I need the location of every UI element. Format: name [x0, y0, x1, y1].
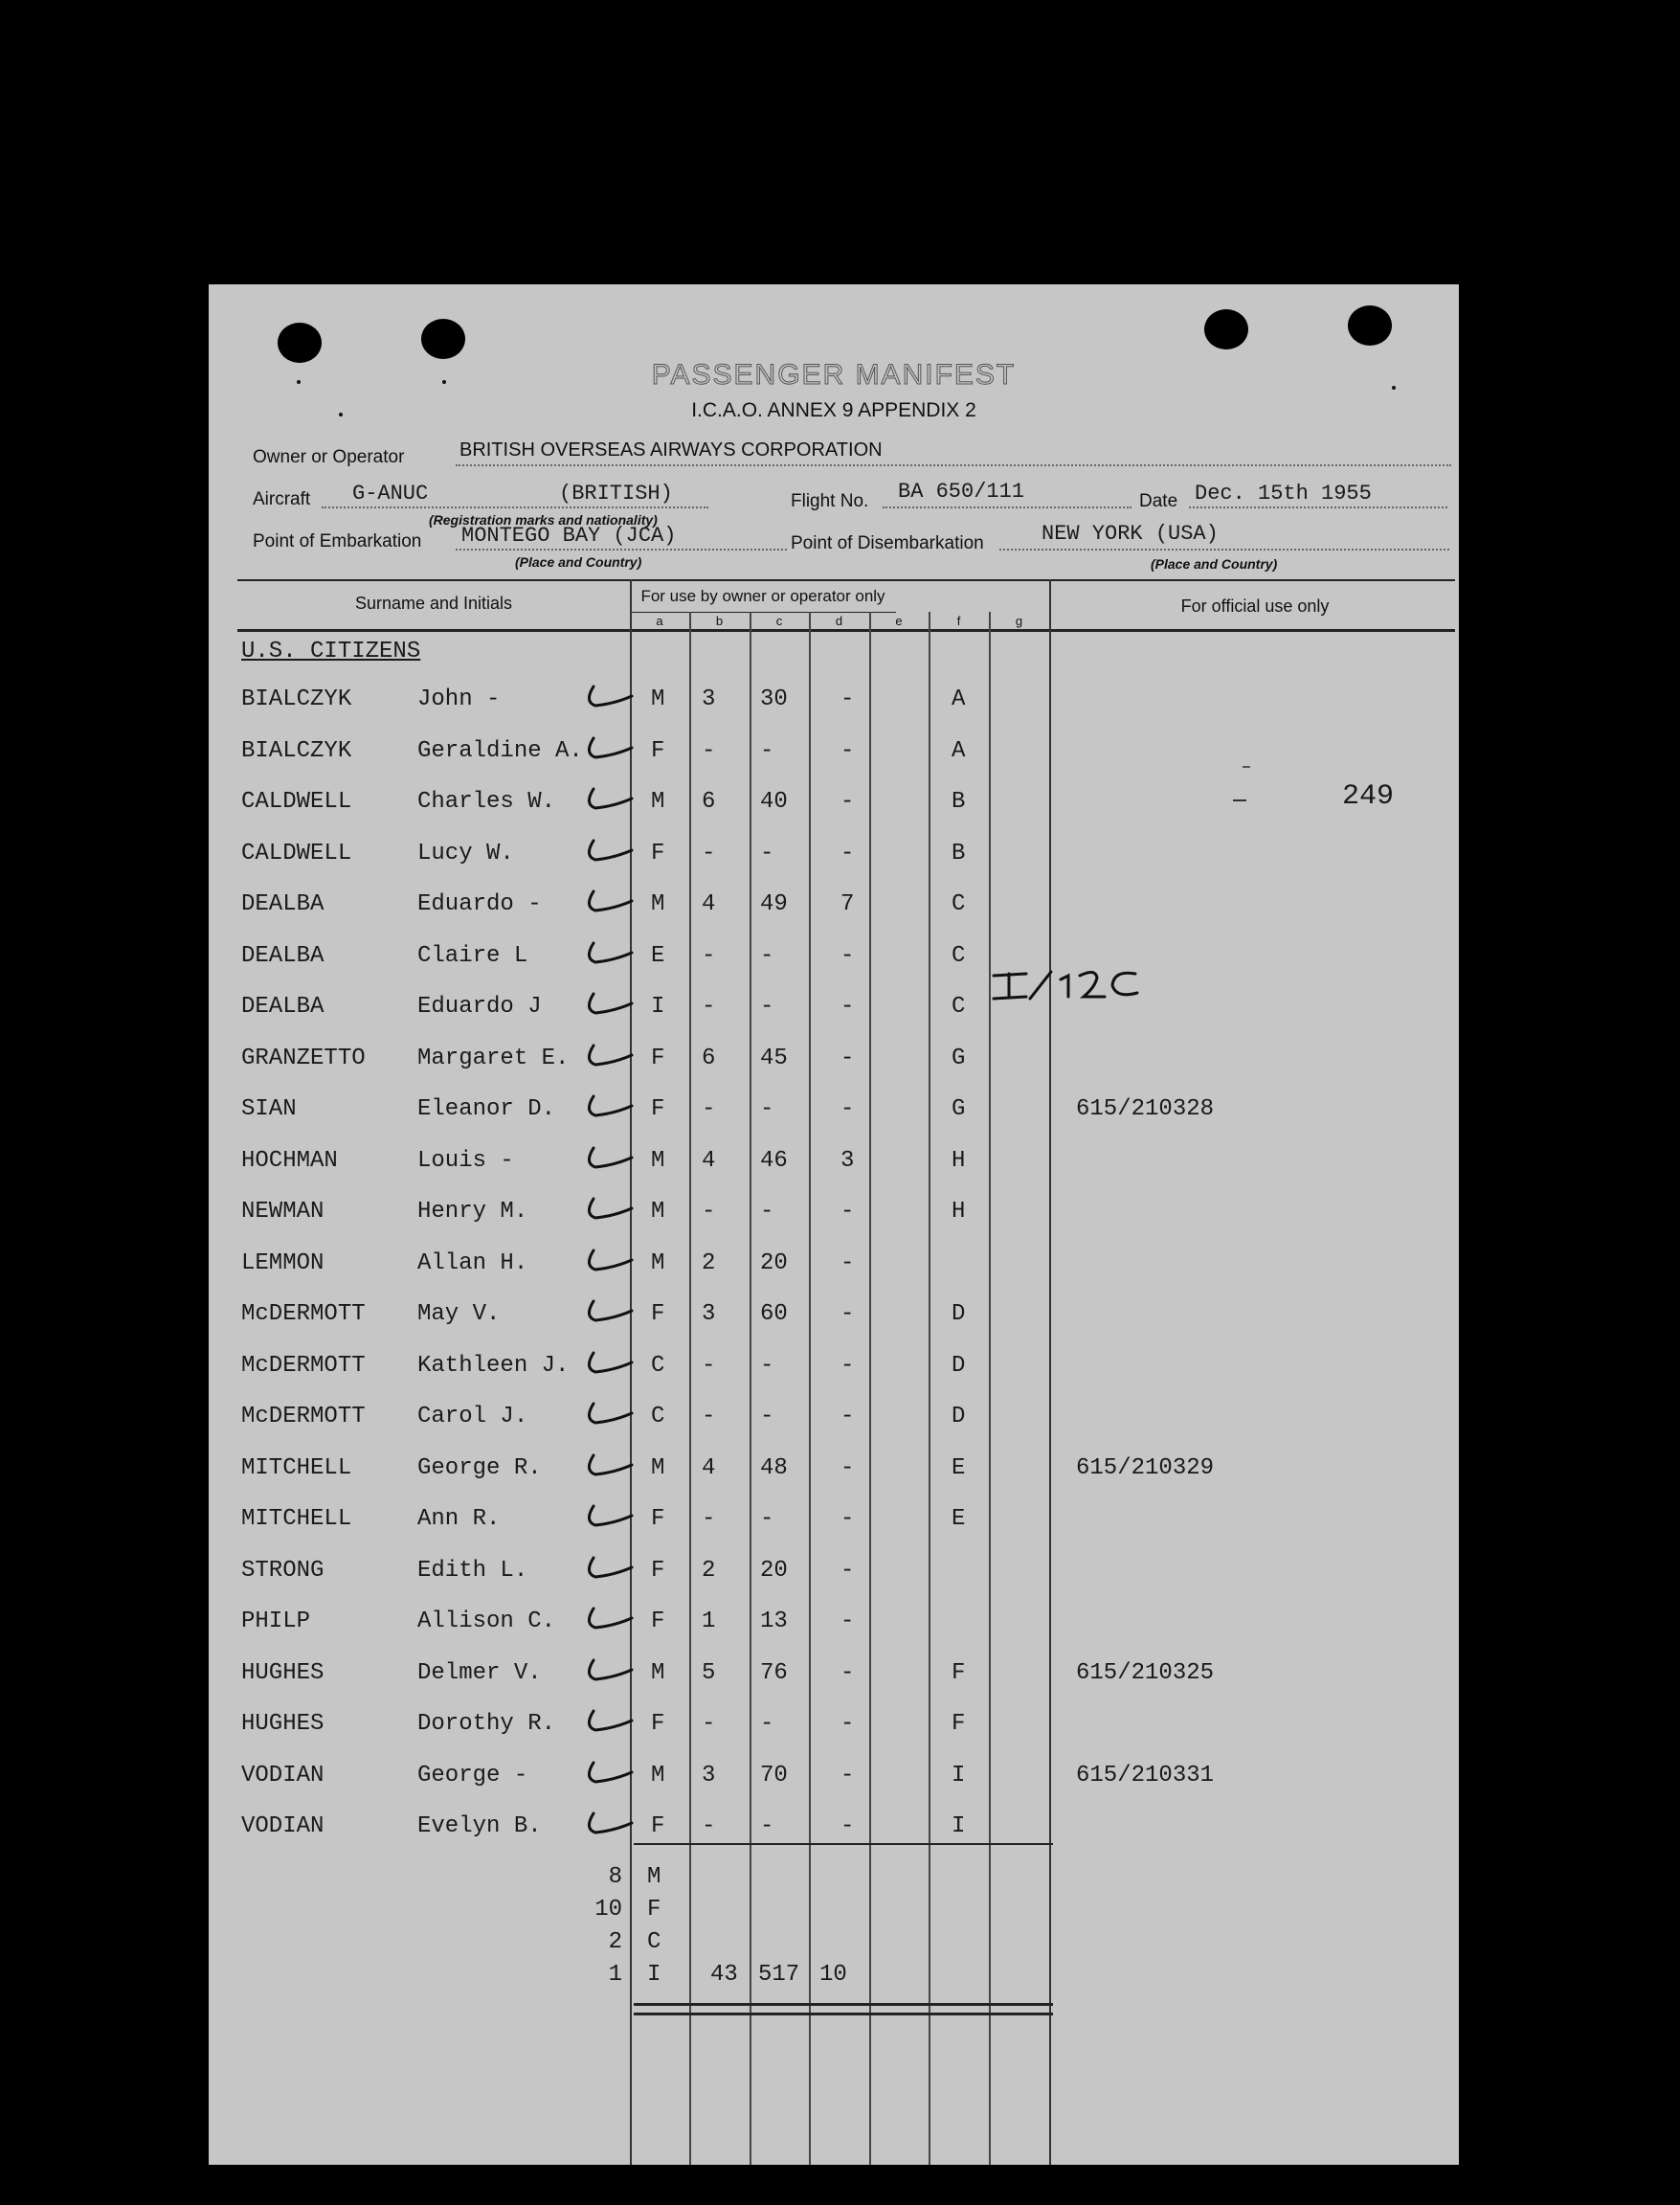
- check-mark-icon: [580, 1552, 634, 1581]
- passenger-given-name: Geraldine A.: [417, 737, 583, 764]
- cell-c: 46: [760, 1147, 788, 1174]
- cell-group: A: [952, 686, 966, 712]
- cell-d: -: [840, 1404, 855, 1429]
- cell-d: -: [840, 1659, 855, 1686]
- total-row: [209, 1962, 1459, 2000]
- cell-d: -: [840, 1249, 855, 1276]
- cell-c: 30: [760, 686, 788, 712]
- cell-group: A: [952, 737, 966, 764]
- passenger-surname: McDERMOTT: [241, 1404, 366, 1429]
- check-mark-icon: [580, 1193, 634, 1222]
- cell-d: -: [840, 1557, 855, 1584]
- cell-d: -: [840, 1454, 855, 1481]
- cell-group: G: [952, 1045, 966, 1071]
- date-value: Dec. 15th 1955: [1195, 482, 1372, 506]
- check-mark-icon: [580, 732, 634, 761]
- cell-c: 48: [760, 1454, 788, 1481]
- passenger-given-name: George -: [417, 1762, 528, 1789]
- cell-c: -: [760, 737, 774, 764]
- table-row: [209, 1763, 1459, 1801]
- passenger-surname: MITCHELL: [241, 1454, 352, 1481]
- table-row: [209, 943, 1459, 981]
- cell-sex: F: [651, 1813, 665, 1839]
- cell-b: -: [702, 994, 716, 1020]
- cell-group: H: [952, 1199, 966, 1225]
- check-mark-icon: [580, 835, 634, 864]
- operator-header: For use by owner or operator only: [640, 587, 885, 605]
- cell-sex: F: [651, 1301, 665, 1327]
- passenger-surname: SIAN: [241, 1096, 297, 1122]
- table-row: [209, 1813, 1459, 1852]
- check-mark-icon: [580, 1142, 634, 1171]
- cell-b: -: [702, 1404, 716, 1429]
- total-d: 10: [819, 1962, 847, 1988]
- table-row: [209, 1711, 1459, 1749]
- passenger-given-name: Allison C.: [417, 1609, 556, 1634]
- passenger-given-name: Dorothy R.: [417, 1711, 556, 1737]
- cell-c: -: [760, 1711, 774, 1737]
- cell-c: 20: [760, 1557, 788, 1584]
- owner-label: Owner or Operator: [253, 447, 405, 467]
- passenger-given-name: George R.: [417, 1454, 542, 1481]
- passenger-surname: DEALBA: [241, 891, 325, 917]
- cell-group: B: [952, 840, 966, 866]
- check-mark-icon: [580, 1808, 634, 1836]
- check-mark-icon: [580, 1398, 634, 1427]
- cell-d: -: [840, 1301, 855, 1327]
- cell-c: -: [760, 1352, 774, 1379]
- cell-sex: F: [651, 1045, 665, 1071]
- cell-b: -: [702, 1096, 716, 1122]
- check-mark-icon: [580, 886, 634, 914]
- sub-column-e: e: [895, 614, 903, 628]
- sub-column-b: b: [715, 614, 724, 628]
- cell-group: F: [952, 1659, 966, 1686]
- table-row: [209, 738, 1459, 776]
- sub-column-d: d: [835, 614, 843, 628]
- cell-b: 3: [702, 1762, 716, 1789]
- cell-c: -: [760, 1199, 774, 1225]
- table-row: [209, 1096, 1459, 1135]
- passenger-surname: GRANZETTO: [241, 1045, 366, 1071]
- passenger-surname: STRONG: [241, 1557, 325, 1584]
- table-row: [209, 1506, 1459, 1544]
- cell-group: I: [952, 1762, 966, 1789]
- cell-b: 1: [702, 1609, 716, 1634]
- cell-sex: M: [651, 686, 665, 712]
- check-mark-icon: [580, 1705, 634, 1734]
- passenger-surname: MITCHELL: [241, 1506, 352, 1532]
- owner-value: BRITISH OVERSEAS AIRWAYS CORPORATION: [459, 439, 883, 461]
- cell-group: D: [952, 1404, 966, 1429]
- cell-b: 4: [702, 1454, 716, 1481]
- table-row: [209, 994, 1459, 1032]
- cell-d: -: [840, 737, 855, 764]
- table-row: [209, 1199, 1459, 1237]
- passenger-surname: HUGHES: [241, 1711, 325, 1737]
- check-mark-icon: [580, 937, 634, 966]
- cell-d: -: [840, 1096, 855, 1122]
- cell-d: -: [840, 840, 855, 866]
- cell-group: D: [952, 1301, 966, 1327]
- cell-b: -: [702, 1711, 716, 1737]
- passenger-surname: PHILP: [241, 1609, 311, 1634]
- table-row: [209, 1558, 1459, 1596]
- passenger-given-name: Carol J.: [417, 1404, 528, 1429]
- cell-b: 3: [702, 1301, 716, 1327]
- total-count: 1: [608, 1962, 622, 1988]
- binder-hole: [1348, 305, 1392, 346]
- flight-label: Flight No.: [791, 491, 869, 511]
- cell-c: 13: [760, 1609, 788, 1634]
- check-mark-icon: [580, 1654, 634, 1683]
- table-row: [209, 841, 1459, 879]
- cell-group: E: [952, 1506, 966, 1532]
- cell-sex: I: [651, 994, 665, 1020]
- cell-group: F: [952, 1711, 966, 1737]
- cell-b: -: [702, 1506, 716, 1532]
- cell-sex: M: [651, 789, 665, 815]
- check-mark-icon: [580, 1500, 634, 1529]
- cell-sex: F: [651, 737, 665, 764]
- cell-b: 6: [702, 789, 716, 815]
- passenger-given-name: Edith L.: [417, 1557, 528, 1584]
- cell-d: -: [840, 942, 855, 969]
- aircraft-nationality: (BRITISH): [559, 482, 673, 506]
- passenger-given-name: Delmer V.: [417, 1659, 542, 1686]
- cell-d: -: [840, 1045, 855, 1071]
- passenger-given-name: Eduardo -: [417, 891, 542, 917]
- cell-d: -: [840, 1352, 855, 1379]
- cell-group: E: [952, 1454, 966, 1481]
- sub-column-g: g: [1015, 614, 1023, 628]
- check-mark-icon: [580, 783, 634, 812]
- binder-hole: [278, 323, 322, 363]
- total-count: 10: [594, 1897, 622, 1923]
- cell-c: 49: [760, 891, 788, 917]
- passenger-surname: CALDWELL: [241, 840, 352, 866]
- aircraft-registration: G-ANUC: [352, 482, 429, 506]
- official-reference: 615/210328: [1076, 1096, 1215, 1122]
- cell-b: -: [702, 1813, 716, 1839]
- cell-d: 7: [840, 891, 855, 917]
- aircraft-label: Aircraft: [253, 489, 311, 509]
- table-row: [209, 1046, 1459, 1084]
- passenger-surname: CALDWELL: [241, 789, 352, 815]
- cell-c: -: [760, 994, 774, 1020]
- passenger-given-name: Charles W.: [417, 789, 556, 815]
- embarkation-note: (Place and Country): [515, 554, 642, 570]
- cell-group: C: [952, 891, 966, 917]
- cell-b: 5: [702, 1659, 716, 1686]
- cell-b: -: [702, 942, 716, 969]
- passenger-given-name: May V.: [417, 1301, 501, 1327]
- check-mark-icon: [580, 1245, 634, 1273]
- passenger-given-name: Evelyn B.: [417, 1813, 542, 1839]
- check-mark-icon: [580, 1450, 634, 1478]
- cell-sex: F: [651, 1506, 665, 1532]
- passenger-surname: BIALCZYK: [241, 686, 352, 712]
- embarkation-label: Point of Embarkation: [253, 531, 422, 551]
- check-mark-icon: [580, 1603, 634, 1631]
- cell-d: -: [840, 789, 855, 815]
- cell-b: -: [702, 737, 716, 764]
- total-count: 8: [608, 1864, 622, 1890]
- total-code: I: [647, 1962, 661, 1988]
- cell-c: -: [760, 942, 774, 969]
- table-row: [209, 1301, 1459, 1339]
- check-mark-icon: [580, 681, 634, 709]
- manifest-sheet: [209, 284, 1459, 2165]
- table-row: [209, 1455, 1459, 1494]
- passenger-surname: DEALBA: [241, 994, 325, 1020]
- cell-b: 3: [702, 686, 716, 712]
- cell-sex: M: [651, 1249, 665, 1276]
- cell-sex: M: [651, 1762, 665, 1789]
- binder-hole: [1204, 309, 1248, 349]
- handwritten-annotation: [988, 966, 1141, 1004]
- total-b: 43: [710, 1962, 738, 1988]
- passenger-surname: McDERMOTT: [241, 1301, 366, 1327]
- cell-d: -: [840, 1199, 855, 1225]
- cell-group: H: [952, 1147, 966, 1174]
- passenger-surname: McDERMOTT: [241, 1352, 366, 1379]
- cell-c: -: [760, 1813, 774, 1839]
- passenger-given-name: Claire L: [417, 942, 528, 969]
- cell-d: -: [840, 994, 855, 1020]
- cell-d: -: [840, 1762, 855, 1789]
- manifest-subtitle: I.C.A.O. ANNEX 9 APPENDIX 2: [691, 399, 976, 421]
- official-reference: 615/210325: [1076, 1659, 1215, 1686]
- section-heading: U.S. CITIZENS: [241, 639, 421, 664]
- cell-b: 4: [702, 891, 716, 917]
- disembarkation-label: Point of Disembarkation: [791, 533, 984, 553]
- sub-column-c: c: [775, 614, 783, 628]
- embarkation-value: MONTEGO BAY (JCA): [461, 524, 677, 548]
- passenger-surname: VODIAN: [241, 1762, 325, 1789]
- cell-d: -: [840, 1506, 855, 1532]
- passenger-surname: HUGHES: [241, 1659, 325, 1686]
- passenger-given-name: Ann R.: [417, 1506, 501, 1532]
- total-c: 517: [758, 1962, 800, 1988]
- passenger-given-name: Allan H.: [417, 1249, 528, 1276]
- cell-sex: F: [651, 1711, 665, 1737]
- check-mark-icon: [580, 1091, 634, 1119]
- table-row: [209, 1148, 1459, 1186]
- cell-sex: M: [651, 1199, 665, 1225]
- cell-d: -: [840, 1813, 855, 1839]
- cell-group: I: [952, 1813, 966, 1839]
- total-code: M: [647, 1864, 661, 1890]
- cell-group: G: [952, 1096, 966, 1122]
- cell-b: -: [702, 840, 716, 866]
- table-row: [209, 1404, 1459, 1442]
- cell-c: -: [760, 840, 774, 866]
- cell-c: 60: [760, 1301, 788, 1327]
- binder-hole: [421, 319, 465, 359]
- surname-header: Surname and Initials: [354, 594, 513, 613]
- check-mark-icon: [580, 1040, 634, 1069]
- passenger-given-name: Henry M.: [417, 1199, 528, 1225]
- date-label: Date: [1139, 491, 1178, 511]
- passenger-given-name: John -: [417, 686, 501, 712]
- total-count: 2: [608, 1929, 622, 1955]
- passenger-surname: LEMMON: [241, 1249, 325, 1276]
- passenger-surname: BIALCZYK: [241, 737, 352, 764]
- cell-sex: F: [651, 1096, 665, 1122]
- cell-b: 2: [702, 1557, 716, 1584]
- page-number: 249: [1342, 780, 1395, 813]
- passenger-given-name: Eleanor D.: [417, 1096, 556, 1122]
- disembarkation-note: (Place and Country): [1151, 556, 1278, 572]
- sub-column-f: f: [956, 614, 961, 628]
- cell-d: -: [840, 1711, 855, 1737]
- cell-sex: M: [651, 1147, 665, 1174]
- check-mark-icon: [580, 1295, 634, 1324]
- total-code: C: [647, 1929, 661, 1955]
- passenger-given-name: Kathleen J.: [417, 1352, 570, 1379]
- cell-sex: C: [651, 1352, 665, 1379]
- check-mark-icon: [580, 1757, 634, 1786]
- cell-c: 70: [760, 1762, 788, 1789]
- cell-d: -: [840, 1609, 855, 1634]
- cell-sex: F: [651, 1609, 665, 1634]
- total-code: F: [647, 1897, 661, 1923]
- passenger-surname: VODIAN: [241, 1813, 325, 1839]
- table-row: [209, 891, 1459, 930]
- cell-sex: M: [651, 1454, 665, 1481]
- passenger-given-name: Eduardo J: [417, 994, 542, 1020]
- cell-b: 4: [702, 1147, 716, 1174]
- cell-c: -: [760, 1404, 774, 1429]
- cell-b: -: [702, 1352, 716, 1379]
- passenger-surname: HOCHMAN: [241, 1147, 338, 1174]
- cell-group: C: [952, 942, 966, 969]
- check-mark-icon: [580, 1347, 634, 1376]
- cell-c: 76: [760, 1659, 788, 1686]
- flight-value: BA 650/111: [898, 480, 1025, 504]
- cell-c: 20: [760, 1249, 788, 1276]
- aircraft-note: (Registration marks and nationality): [429, 512, 658, 528]
- passenger-surname: DEALBA: [241, 942, 325, 969]
- cell-b: -: [702, 1199, 716, 1225]
- official-header: For official use only: [1180, 596, 1330, 616]
- passenger-given-name: Louis -: [417, 1147, 514, 1174]
- cell-sex: E: [651, 942, 665, 969]
- cell-group: D: [952, 1352, 966, 1379]
- cell-c: -: [760, 1096, 774, 1122]
- passenger-given-name: Lucy W.: [417, 840, 514, 866]
- table-row: [209, 1609, 1459, 1647]
- cell-d: 3: [840, 1147, 855, 1174]
- table-row: [209, 1353, 1459, 1391]
- table-row: [209, 789, 1459, 827]
- cell-sex: F: [651, 840, 665, 866]
- cell-sex: M: [651, 1659, 665, 1686]
- table-row: [209, 1660, 1459, 1699]
- disembarkation-value: NEW YORK (USA): [1042, 522, 1219, 546]
- manifest-title: PASSENGER MANIFEST: [651, 359, 1017, 391]
- cell-group: B: [952, 789, 966, 815]
- table-row: [209, 686, 1459, 725]
- official-reference: 615/210331: [1076, 1762, 1215, 1789]
- cell-group: C: [952, 994, 966, 1020]
- cell-d: -: [840, 686, 855, 712]
- cell-c: 40: [760, 789, 788, 815]
- cell-sex: C: [651, 1404, 665, 1429]
- official-reference: 615/210329: [1076, 1454, 1215, 1481]
- cell-b: 2: [702, 1249, 716, 1276]
- cell-c: -: [760, 1506, 774, 1532]
- cell-b: 6: [702, 1045, 716, 1071]
- passenger-given-name: Margaret E.: [417, 1045, 570, 1071]
- table-row: [209, 1250, 1459, 1289]
- passenger-surname: NEWMAN: [241, 1199, 325, 1225]
- cell-sex: M: [651, 891, 665, 917]
- check-mark-icon: [580, 988, 634, 1017]
- cell-sex: F: [651, 1557, 665, 1584]
- cell-c: 45: [760, 1045, 788, 1071]
- sub-column-a: a: [656, 614, 663, 628]
